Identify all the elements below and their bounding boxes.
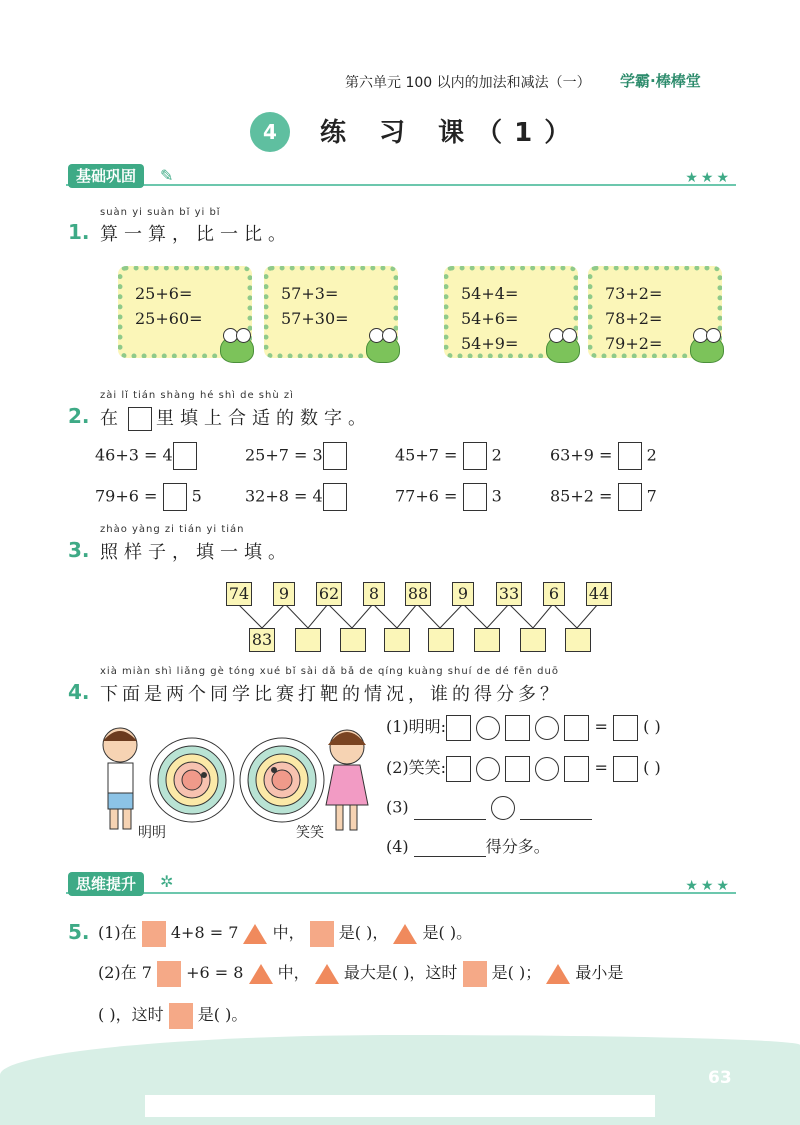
q2-number: 2. — [68, 404, 90, 428]
q2-left: 63+9 = — [550, 445, 613, 465]
q5-line-3 — [98, 1002, 247, 1029]
q3-top-box: 9 — [273, 582, 295, 606]
q3-number: 3. — [68, 538, 90, 562]
q5-text[interactable]: 最大是( )，这时 — [343, 963, 458, 982]
answer-box[interactable] — [505, 756, 530, 782]
card-equation: 57+30= — [281, 309, 349, 328]
operator-circle[interactable] — [535, 716, 559, 740]
card-equation: 54+4= — [461, 284, 519, 303]
q5-text[interactable]: 是( )； — [491, 963, 542, 982]
answer-box[interactable] — [564, 756, 589, 782]
answer-box[interactable] — [463, 442, 487, 470]
q4-row-4 — [386, 834, 550, 857]
q3-top-box: 62 — [316, 582, 342, 606]
lesson-title: 练 习 课（1） — [320, 118, 583, 148]
answer-box[interactable] — [446, 756, 471, 782]
answer-line[interactable] — [414, 819, 486, 820]
q2-left: 32+8 = 4 — [245, 486, 323, 506]
answer-line[interactable] — [520, 819, 592, 820]
name-mingming: 明明 — [138, 825, 166, 841]
q5-text: 中， — [272, 923, 305, 942]
card-equation: 54+6= — [461, 309, 519, 328]
q5-line-1 — [98, 920, 472, 947]
q1-text: 算一算，比一比。 — [100, 224, 292, 245]
q3-top-box: 44 — [586, 582, 612, 606]
q5-number: 5. — [68, 920, 90, 944]
q3-answer-box[interactable] — [520, 628, 546, 652]
square-symbol — [169, 1003, 193, 1029]
q5-text: (2)在 7 — [98, 963, 152, 982]
answer-box[interactable] — [618, 442, 642, 470]
q4-label: (2)笑笑: — [386, 758, 447, 777]
q3-answer-box[interactable] — [474, 628, 500, 652]
square-symbol — [142, 921, 166, 947]
pencil-icon: ✎ — [160, 166, 174, 185]
q3-answer-box[interactable] — [565, 628, 591, 652]
answer-box[interactable] — [618, 483, 642, 511]
card-equation: 73+2= — [605, 284, 663, 303]
card-equation: 57+3= — [281, 284, 339, 303]
q4-label: (4) — [386, 837, 409, 856]
q2-item — [395, 442, 502, 470]
answer-paren[interactable]: ( ) — [643, 717, 661, 736]
q3-pinyin: zhào yàng zi tián yi tián — [100, 524, 245, 535]
q2-item — [95, 483, 202, 511]
q3-answer-box[interactable] — [295, 628, 321, 652]
q3-top-box: 88 — [405, 582, 431, 606]
q2-item — [395, 483, 502, 511]
q3-top-box: 9 — [452, 582, 474, 606]
unit-header: 第六单元 100 以内的加法和减法（一） — [345, 75, 591, 91]
q2-item — [245, 442, 347, 470]
name-xiaoxiao: 笑笑 — [296, 825, 324, 841]
q2-left: 77+6 = — [395, 486, 458, 506]
q4-text: 下面是两个同学比赛打靶的情况，谁的得分多？ — [100, 684, 562, 705]
equals-sign: = — [594, 717, 608, 736]
triangle-symbol — [249, 964, 273, 984]
equals-sign: = — [594, 758, 608, 777]
difficulty-stars: ★★★ — [685, 170, 732, 186]
q2-right: 2 — [491, 445, 502, 465]
answer-box[interactable] — [505, 715, 530, 741]
card-equation: 78+2= — [605, 309, 663, 328]
q2-right: 2 — [646, 445, 657, 465]
triangle-symbol — [393, 924, 417, 944]
card-equation: 79+2= — [605, 334, 663, 353]
operator-circle[interactable] — [535, 757, 559, 781]
triangle-symbol — [243, 924, 267, 944]
q4-label: (1)明明: — [386, 717, 447, 736]
lesson-number: 4 — [250, 112, 290, 152]
example-box — [128, 407, 152, 431]
answer-box[interactable] — [613, 756, 638, 782]
q2-right: 5 — [191, 486, 202, 506]
q2-text-b: 里填上合适的数字。 — [156, 408, 372, 429]
q5-text: 4+8 = 7 — [170, 923, 239, 942]
operator-circle[interactable] — [476, 757, 500, 781]
q4-row-3 — [386, 796, 592, 820]
q2-item — [550, 442, 657, 470]
q3-top-box: 74 — [226, 582, 252, 606]
q5-text[interactable]: ( )，这时 — [98, 1005, 164, 1024]
footer-blank — [145, 1095, 655, 1117]
triangle-symbol — [315, 964, 339, 984]
q2-left: 45+7 = — [395, 445, 458, 465]
section-basic-tag: 基础巩固 — [68, 164, 144, 188]
frog-icon — [546, 335, 580, 363]
q3-top-box: 33 — [496, 582, 522, 606]
card-equation: 54+9= — [461, 334, 519, 353]
q2-text — [100, 404, 372, 431]
q5-text[interactable]: 是( )。 — [197, 1005, 248, 1024]
answer-box[interactable] — [323, 483, 347, 511]
q2-pinyin: zài lǐ tián shàng hé shì de shù zì — [100, 390, 294, 401]
q2-right: 7 — [646, 486, 657, 506]
card-equation: 25+60= — [135, 309, 203, 328]
card-equation: 25+6= — [135, 284, 193, 303]
answer-box[interactable] — [463, 483, 487, 511]
q5-text[interactable]: 是( )。 — [422, 923, 473, 942]
answer-line[interactable] — [414, 839, 486, 857]
frog-icon — [690, 335, 724, 363]
q2-text-a: 在 — [100, 408, 124, 429]
triangle-symbol — [546, 964, 570, 984]
frog-icon — [366, 335, 400, 363]
q4-number: 4. — [68, 680, 90, 704]
section-think-tag: 思维提升 — [68, 872, 144, 896]
q2-left: 25+7 = 3 — [245, 445, 323, 465]
q3-answer-box[interactable] — [340, 628, 366, 652]
q3-answer-box[interactable] — [428, 628, 454, 652]
q1-pinyin: suàn yi suàn bǐ yi bǐ — [100, 207, 221, 218]
q3-answer-box[interactable] — [384, 628, 410, 652]
q2-item — [550, 483, 657, 511]
q3-text: 照样子，填一填。 — [100, 542, 292, 563]
answer-box[interactable] — [446, 715, 471, 741]
q4-row-1 — [386, 714, 661, 741]
page-number: 63 — [708, 1068, 732, 1088]
answer-box[interactable] — [173, 442, 197, 470]
square-symbol — [157, 961, 181, 987]
q3-top-box: 8 — [363, 582, 385, 606]
shooting-scene — [92, 725, 382, 845]
q5-text[interactable]: 是( )， — [338, 923, 389, 942]
operator-circle[interactable] — [476, 716, 500, 740]
q5-text: +6 = 8 — [186, 963, 244, 982]
q4-pinyin: xià miàn shì liǎng gè tóng xué bǐ sài dǎ bǎ de qíng kuàng shuí de dé fēn duō — [100, 666, 559, 677]
q4-label: (3) — [386, 797, 409, 817]
q5-text: 最小是 — [575, 963, 624, 982]
answer-box[interactable] — [163, 483, 187, 511]
q4-row-2 — [386, 755, 661, 782]
compare-circle[interactable] — [491, 796, 515, 820]
q2-left: 46+3 = 4 — [95, 445, 173, 465]
q3-top-box: 6 — [543, 582, 565, 606]
brand-logo: 学霸·棒棒堂 — [620, 72, 701, 90]
q2-right: 3 — [491, 486, 502, 506]
square-symbol — [463, 961, 487, 987]
q2-item — [95, 442, 197, 470]
q2-left: 85+2 = — [550, 486, 613, 506]
q3-example-box: 83 — [249, 628, 275, 652]
q5-text: (1)在 — [98, 923, 137, 942]
difficulty-stars: ★★★ — [685, 878, 732, 894]
q2-item — [245, 483, 347, 511]
answer-box[interactable] — [564, 715, 589, 741]
q5-text: 中， — [277, 963, 310, 982]
q1-number: 1. — [68, 220, 90, 244]
q5-line-2 — [98, 960, 623, 987]
frog-icon — [220, 335, 254, 363]
q4-suffix: 得分多。 — [485, 837, 550, 856]
star-burst-icon: ✲ — [160, 872, 174, 891]
answer-box[interactable] — [613, 715, 638, 741]
q2-left: 79+6 = — [95, 486, 158, 506]
square-symbol — [310, 921, 334, 947]
answer-box[interactable] — [323, 442, 347, 470]
answer-paren[interactable]: ( ) — [643, 758, 661, 777]
